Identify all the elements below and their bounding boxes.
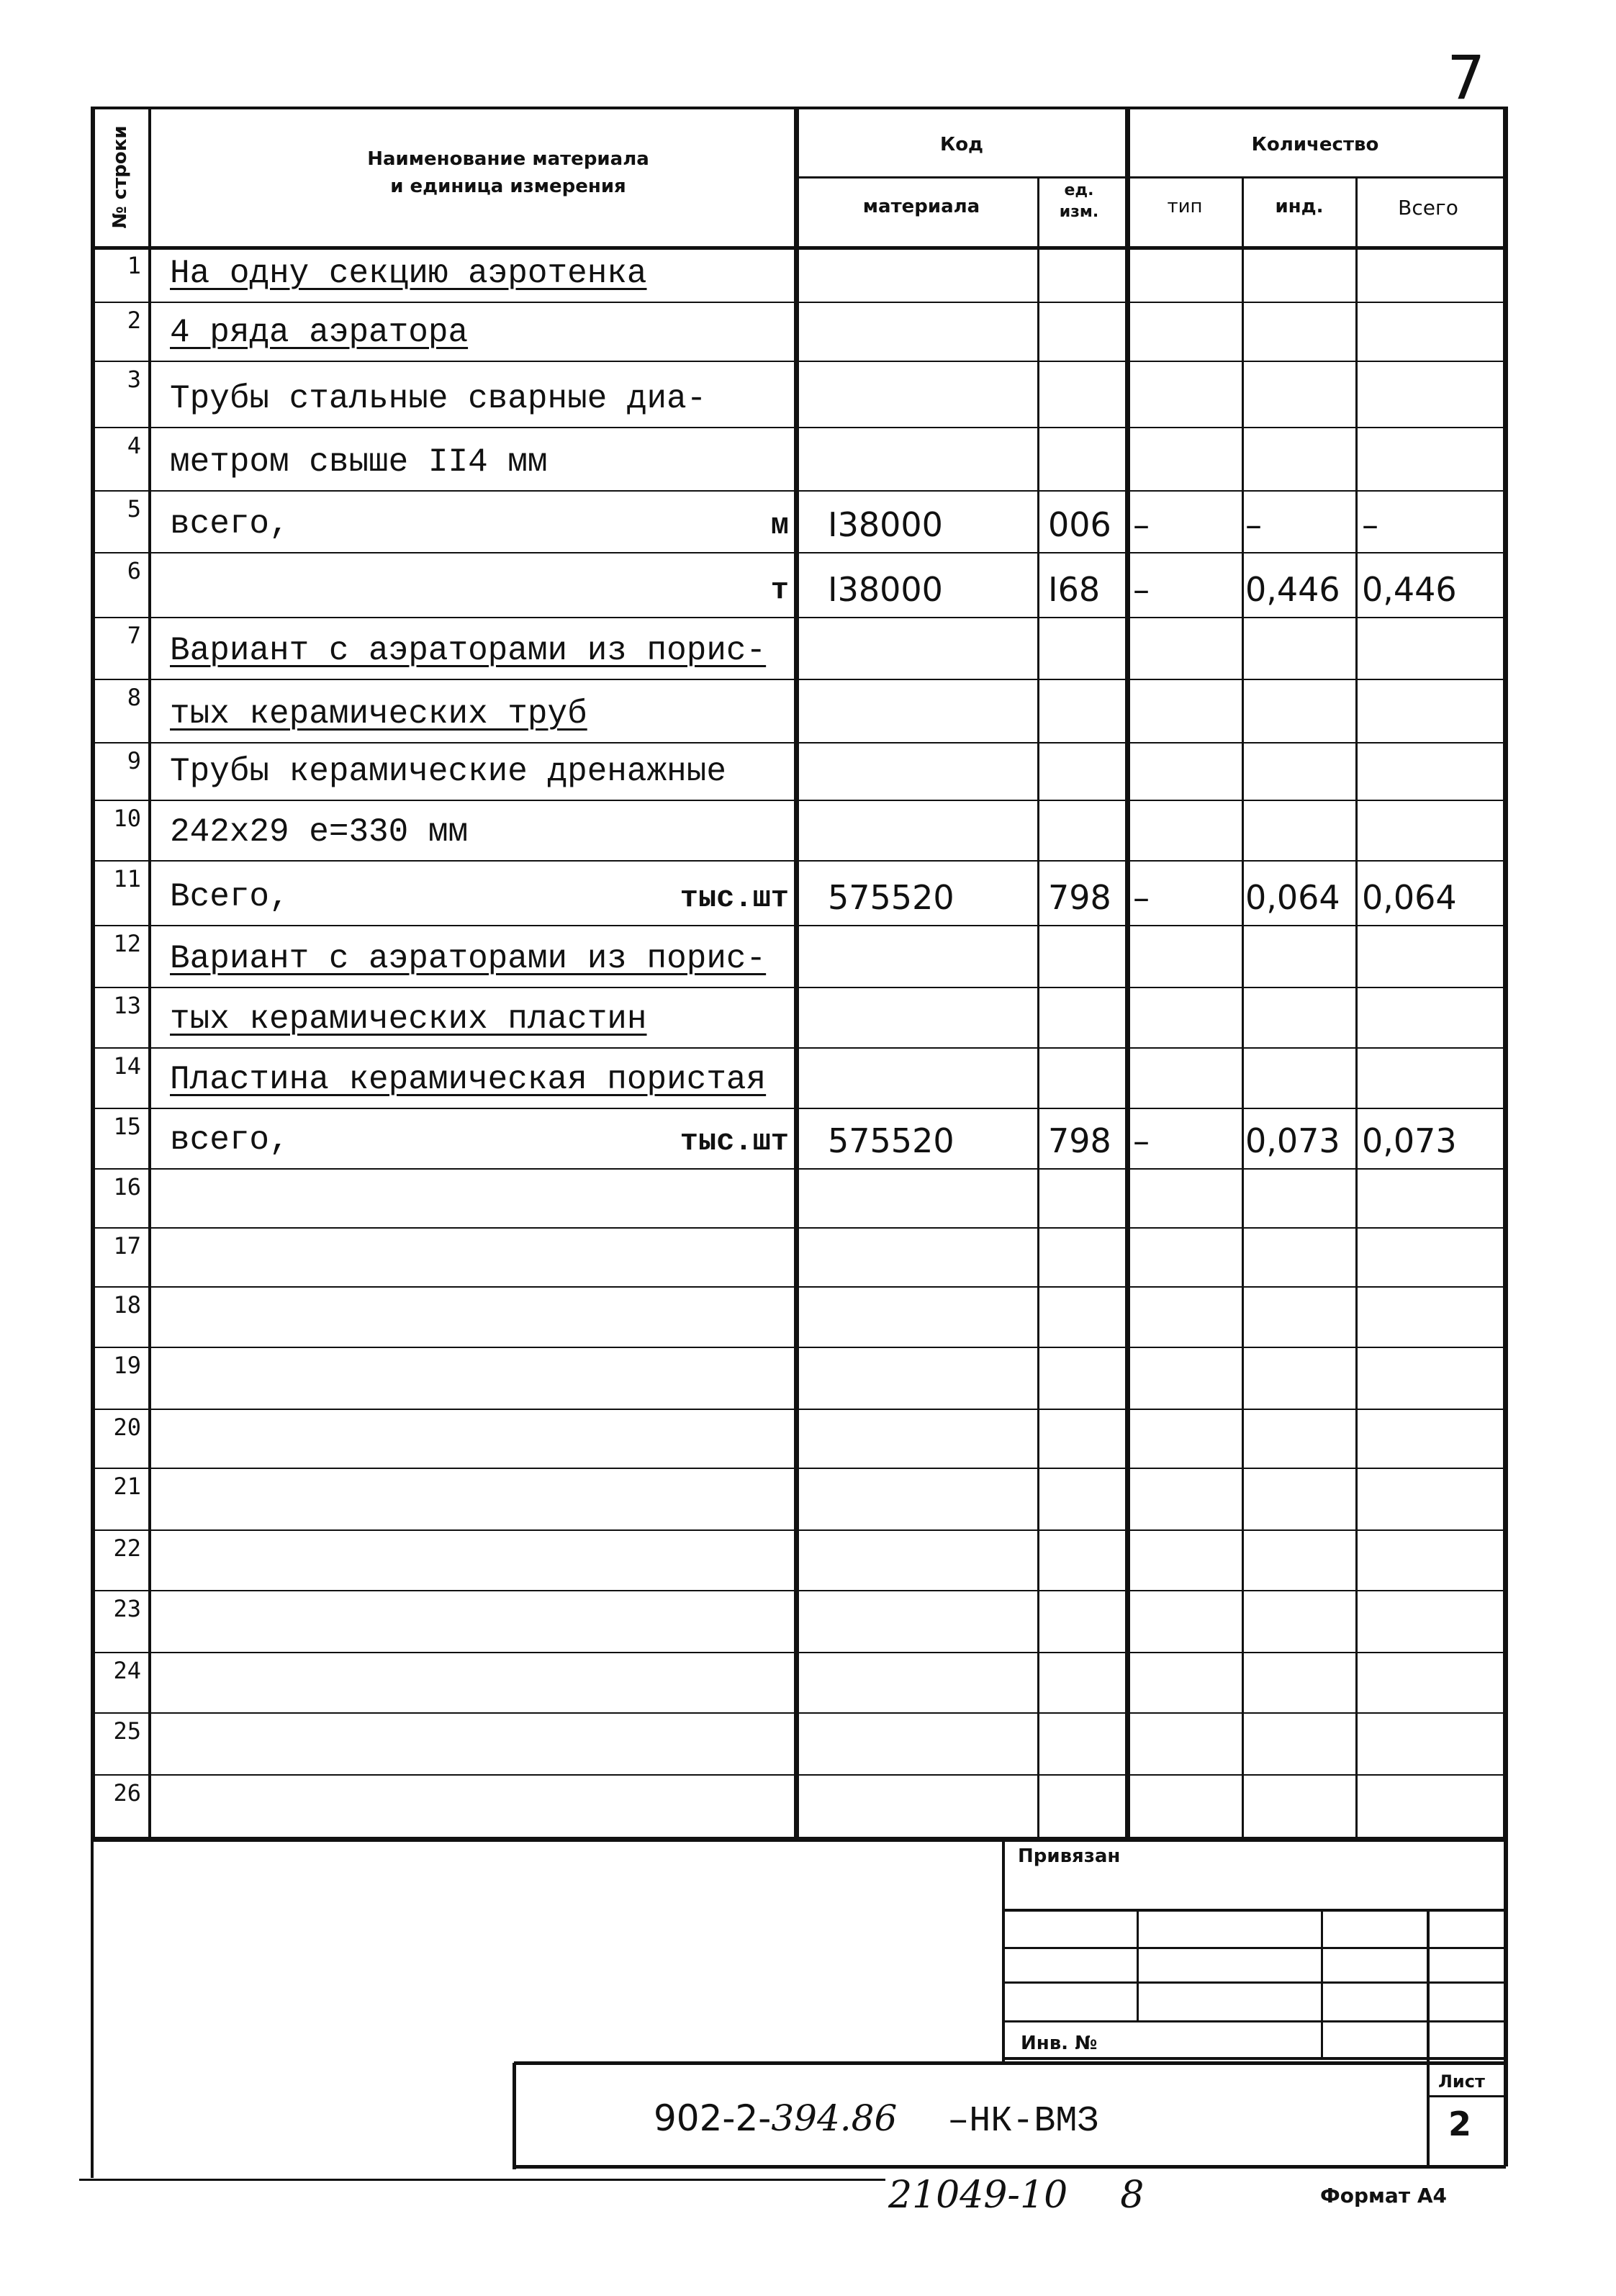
row-divider	[92, 1590, 1506, 1591]
header-divider	[92, 246, 1506, 250]
row-divider	[92, 1047, 1506, 1049]
material-name: тых керамических пластин	[170, 1000, 647, 1038]
row-divider	[92, 617, 1506, 618]
row-divider	[92, 800, 1506, 801]
material-code: 575520	[828, 878, 954, 917]
document-code	[654, 2097, 1098, 2142]
row-number: 15	[113, 1113, 141, 1140]
material-name: Всего,	[170, 878, 289, 916]
material-name: всего,	[170, 1121, 289, 1159]
qty-individual: –	[1245, 505, 1262, 544]
row-divider	[92, 1168, 1506, 1170]
unit-code: I68	[1048, 570, 1101, 609]
unit-of-measure: м	[770, 508, 789, 543]
document-code-prefix: 902-2-	[654, 2097, 772, 2139]
qty-total: 0,446	[1362, 570, 1457, 609]
row-number: 18	[113, 1291, 141, 1319]
row-number: 7	[127, 622, 141, 649]
qty-total: 0,073	[1362, 1121, 1457, 1160]
paper-format	[1320, 2184, 1447, 2207]
row-number: 17	[113, 1232, 141, 1260]
row-divider	[92, 1409, 1506, 1410]
row-divider	[92, 1652, 1506, 1653]
material-name: метром свыше II4 мм	[170, 443, 548, 481]
row-divider	[92, 679, 1506, 680]
sheet-label: Лист	[1438, 2071, 1485, 2092]
material-name: всего,	[170, 505, 289, 543]
column-divider	[794, 107, 799, 1840]
row-divider	[92, 427, 1506, 428]
row-divider	[92, 1712, 1506, 1714]
document-code-number: 394.86	[771, 2097, 898, 2139]
row-number: 1	[127, 252, 141, 279]
row-number: 25	[113, 1717, 141, 1745]
material-name: 4 ряда аэратора	[170, 314, 469, 351]
material-name: 242х29 е=330 мм	[170, 813, 469, 851]
material-name: На одну секцию аэротенка	[170, 255, 647, 292]
row-number: 14	[113, 1052, 141, 1080]
sheet-number: 2	[1448, 2105, 1472, 2143]
row-number: 9	[127, 747, 141, 774]
row-divider	[92, 987, 1506, 988]
row-number: 11	[113, 865, 141, 892]
code-unit-header-line2: изм.	[1059, 203, 1099, 221]
unit-of-measure: т	[770, 573, 789, 607]
row-divider	[92, 1468, 1506, 1469]
column-divider	[1125, 107, 1130, 1840]
row-divider	[92, 925, 1506, 926]
row-number: 2	[127, 307, 141, 334]
row-divider	[92, 860, 1506, 862]
format-value: А4	[1417, 2184, 1447, 2207]
row-divider	[92, 742, 1506, 744]
header-divider	[796, 176, 1506, 178]
row-number: 8	[127, 684, 141, 711]
format-label: Формат	[1320, 2184, 1411, 2207]
row-number-header: № строки	[109, 125, 131, 229]
name-header-line2: и единица измерения	[390, 176, 626, 197]
row-number: 16	[113, 1173, 141, 1201]
qty-individual: 0,446	[1245, 570, 1340, 609]
row-divider	[92, 490, 1506, 492]
privyazan-label: Привязан	[1018, 1845, 1121, 1867]
inventory-number-label: Инв. №	[1021, 2033, 1098, 2054]
footer-line	[79, 2179, 885, 2181]
row-divider	[92, 1774, 1506, 1776]
row-number: 19	[113, 1352, 141, 1379]
row-number: 4	[127, 432, 141, 459]
archive-number	[888, 2174, 1144, 2217]
material-name: Трубы стальные сварные диа-	[170, 380, 707, 417]
unit-of-measure: тыс.шт	[680, 1124, 789, 1159]
title-block	[92, 1840, 1506, 2178]
qty-type: –	[1133, 1121, 1150, 1160]
row-divider	[92, 1286, 1506, 1288]
column-divider	[148, 107, 151, 1840]
table-header	[92, 107, 1506, 250]
qty-total: 0,064	[1362, 878, 1457, 917]
row-number: 24	[113, 1657, 141, 1684]
material-name: Пластина керамическая пористая	[170, 1061, 767, 1098]
qty-type-header: тип	[1167, 196, 1203, 217]
material-code: 575520	[828, 1121, 954, 1160]
code-material-header: материала	[862, 196, 980, 217]
code-group-header: Код	[939, 134, 984, 155]
qty-total: –	[1362, 505, 1378, 544]
code-unit-header-line1: ед.	[1064, 181, 1094, 199]
material-code: I38000	[828, 505, 943, 544]
row-number: 26	[113, 1779, 141, 1807]
row-number: 22	[113, 1535, 141, 1562]
archive-number-value: 21049-10	[888, 2174, 1068, 2217]
material-name: тых керамических труб	[170, 695, 587, 733]
unit-code: 006	[1048, 505, 1111, 544]
row-divider	[92, 1347, 1506, 1348]
row-divider	[92, 302, 1506, 303]
qty-type: –	[1133, 878, 1150, 917]
qty-type: –	[1133, 570, 1150, 609]
archive-sheet-number: 8	[1120, 2174, 1145, 2217]
qty-type: –	[1133, 505, 1150, 544]
qty-ind-header: инд.	[1275, 196, 1324, 217]
row-number: 20	[113, 1414, 141, 1441]
material-code: I38000	[828, 570, 943, 609]
row-number: 10	[113, 805, 141, 832]
unit-code: 798	[1048, 878, 1111, 917]
row-divider	[92, 361, 1506, 362]
material-name: Трубы керамические дренажные	[170, 753, 726, 790]
row-divider	[92, 1227, 1506, 1229]
qty-individual: 0,073	[1245, 1121, 1340, 1160]
row-divider	[92, 1529, 1506, 1531]
row-number: 6	[127, 557, 141, 584]
unit-of-measure: тыс.шт	[680, 881, 789, 916]
row-number: 21	[113, 1473, 141, 1500]
row-number: 23	[113, 1595, 141, 1622]
row-number: 5	[127, 495, 141, 523]
row-number: 12	[113, 930, 141, 957]
material-name: Вариант с аэраторами из порис-	[170, 940, 767, 977]
document-code-suffix: –НК-ВМЗ	[947, 2101, 1099, 2142]
name-header-line1: Наименование материала	[367, 148, 649, 170]
unit-code: 798	[1048, 1121, 1111, 1160]
qty-group-header: Количество	[1251, 134, 1379, 155]
qty-individual: 0,064	[1245, 878, 1340, 917]
row-divider	[92, 552, 1506, 553]
row-number: 3	[127, 366, 141, 393]
row-number: 13	[113, 992, 141, 1019]
qty-total-header: Всего	[1398, 196, 1458, 220]
material-name: Вариант с аэраторами из порис-	[170, 632, 767, 669]
page-number: 7	[1447, 42, 1486, 113]
row-divider	[92, 1108, 1506, 1109]
